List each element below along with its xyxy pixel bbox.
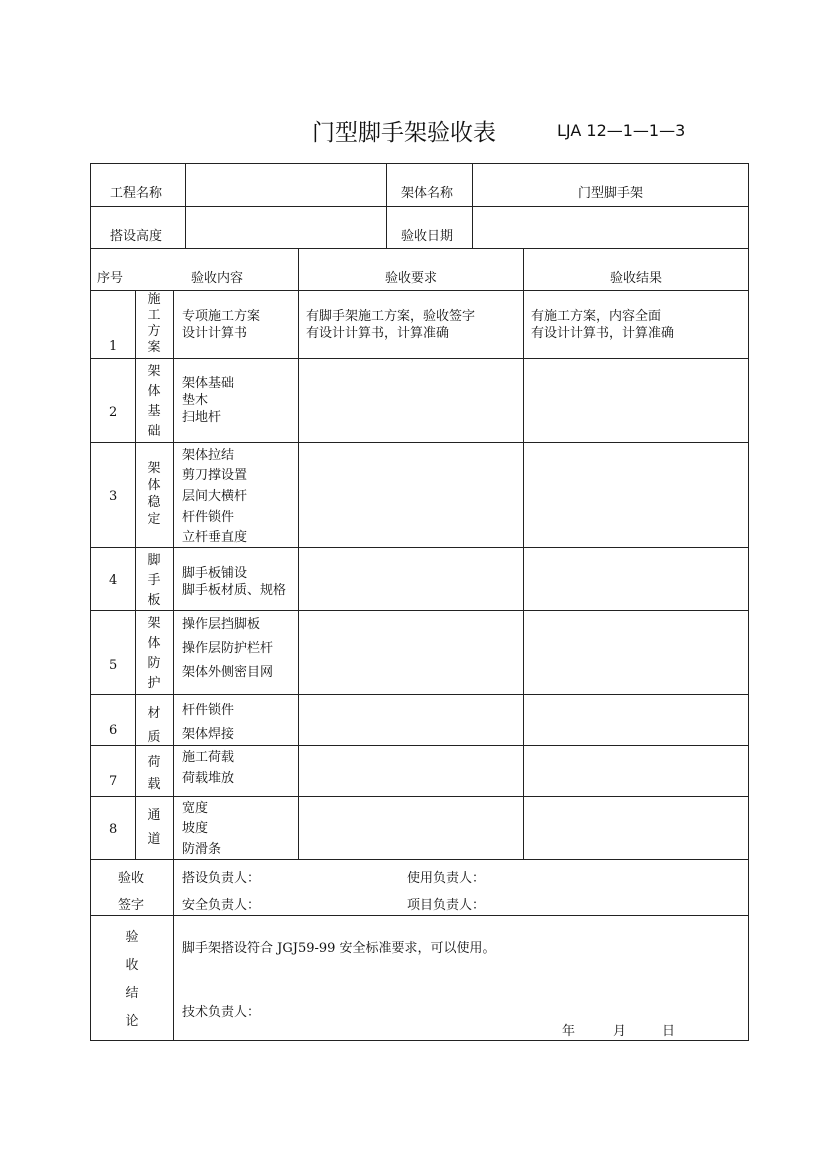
col-divider: [185, 163, 186, 248]
form-code: LJA 12—1—1—3: [557, 121, 686, 140]
row-divider: [90, 859, 749, 860]
project-name-label: 工程名称: [110, 186, 163, 201]
row-divider: [90, 358, 749, 359]
category-label: 架 体 防 护: [147, 616, 161, 691]
date-year: 年: [562, 1024, 576, 1039]
col-divider: [298, 248, 299, 859]
item-text: 垫木: [182, 393, 209, 408]
col-divider: [173, 290, 174, 1041]
row-seq: 2: [109, 405, 118, 420]
item-text: 剪刀撑设置: [182, 468, 248, 483]
category-label: 脚 手 板: [147, 553, 161, 608]
row-seq: 6: [109, 723, 118, 738]
row-seq: 4: [109, 573, 118, 588]
item-text: 操作层挡脚板: [182, 617, 261, 632]
signature-label: 签字: [118, 898, 145, 913]
col-divider: [472, 163, 473, 248]
date-day: 日: [662, 1024, 676, 1039]
row-seq: 5: [109, 658, 118, 673]
row-seq: 3: [109, 489, 118, 504]
header-content: 验收内容: [190, 271, 243, 286]
item-text: 杆件锁件: [182, 510, 235, 525]
table-border-top: [90, 163, 749, 164]
frame-name-value[interactable]: 门型脚手架: [577, 186, 643, 201]
item-text: 架体基础: [182, 376, 235, 391]
category-label: 通 道: [147, 808, 161, 847]
conclusion-text: 脚手架搭设符合 JGJ59-99 安全标准要求，可以使用。: [182, 941, 496, 956]
item-text: 脚手板铺设: [182, 566, 248, 581]
item-text: 荷载堆放: [182, 771, 235, 786]
height-label: 搭设高度: [110, 229, 163, 244]
date-label: 验收日期: [401, 229, 454, 244]
item-text: 设计计算书: [182, 326, 248, 341]
row-divider: [90, 547, 749, 548]
row-divider: [90, 915, 749, 916]
frame-name-label: 架体名称: [401, 186, 454, 201]
item-text: 施工荷载: [182, 750, 235, 765]
row-divider: [90, 206, 749, 207]
row-divider: [90, 745, 749, 746]
project-owner-field[interactable]: 项目负责人：: [407, 898, 486, 913]
signature-label: 验收: [118, 871, 145, 886]
category-label: 荷 载: [147, 755, 161, 792]
item-text: 操作层防护栏杆: [182, 641, 274, 656]
item-text: 坡度: [182, 821, 209, 836]
result-text[interactable]: 有施工方案，内容全面: [531, 309, 662, 324]
col-divider: [386, 163, 387, 248]
item-text: 立杆垂直度: [182, 530, 248, 545]
header-seq: 序号: [97, 271, 124, 286]
item-text: 脚手板材质、规格: [182, 583, 287, 598]
conclusion-label: 验 收 结 论: [125, 930, 139, 1029]
col-divider: [523, 248, 524, 859]
tech-owner-field[interactable]: 技术负责人：: [182, 1005, 261, 1020]
item-text: 架体焊接: [182, 727, 235, 742]
table-border-bottom: [90, 1040, 749, 1041]
table-border-right: [748, 163, 749, 1041]
item-text: 宽度: [182, 801, 209, 816]
item-text: 防滑条: [182, 842, 222, 857]
row-seq: 7: [109, 774, 118, 789]
item-text: 杆件锁件: [182, 703, 235, 718]
header-result: 验收结果: [609, 271, 662, 286]
row-seq: 8: [109, 822, 118, 837]
item-text: 扫地杆: [182, 410, 222, 425]
row-divider: [90, 694, 749, 695]
row-divider: [90, 290, 749, 291]
item-text: 专项施工方案: [182, 309, 261, 324]
row-divider: [90, 796, 749, 797]
header-requirement: 验收要求: [384, 271, 437, 286]
row-divider: [90, 248, 749, 249]
row-divider: [90, 610, 749, 611]
item-text: 架体外侧密目网: [182, 665, 274, 680]
requirement-text: 有设计计算书，计算准确: [306, 326, 450, 341]
use-owner-field[interactable]: 使用负责人：: [407, 871, 486, 886]
category-label: 架 体 稳 定: [147, 461, 161, 527]
col-divider: [135, 290, 136, 859]
category-label: 架 体 基 础: [147, 364, 161, 439]
item-text: 架体拉结: [182, 448, 235, 463]
date-month: 月: [613, 1024, 627, 1039]
requirement-text: 有脚手架施工方案，验收签字: [306, 309, 476, 324]
safety-owner-field[interactable]: 安全负责人：: [182, 898, 261, 913]
result-text[interactable]: 有设计计算书，计算准确: [531, 326, 675, 341]
setup-owner-field[interactable]: 搭设负责人：: [182, 871, 261, 886]
table-border-left: [90, 163, 91, 1041]
row-divider: [90, 442, 749, 443]
row-seq: 1: [109, 339, 118, 354]
category-label: 材 质: [147, 706, 161, 745]
category-label: 施 工 方 案: [147, 292, 161, 355]
item-text: 层间大横杆: [182, 489, 248, 504]
page-title: 门型脚手架验收表: [312, 120, 496, 146]
